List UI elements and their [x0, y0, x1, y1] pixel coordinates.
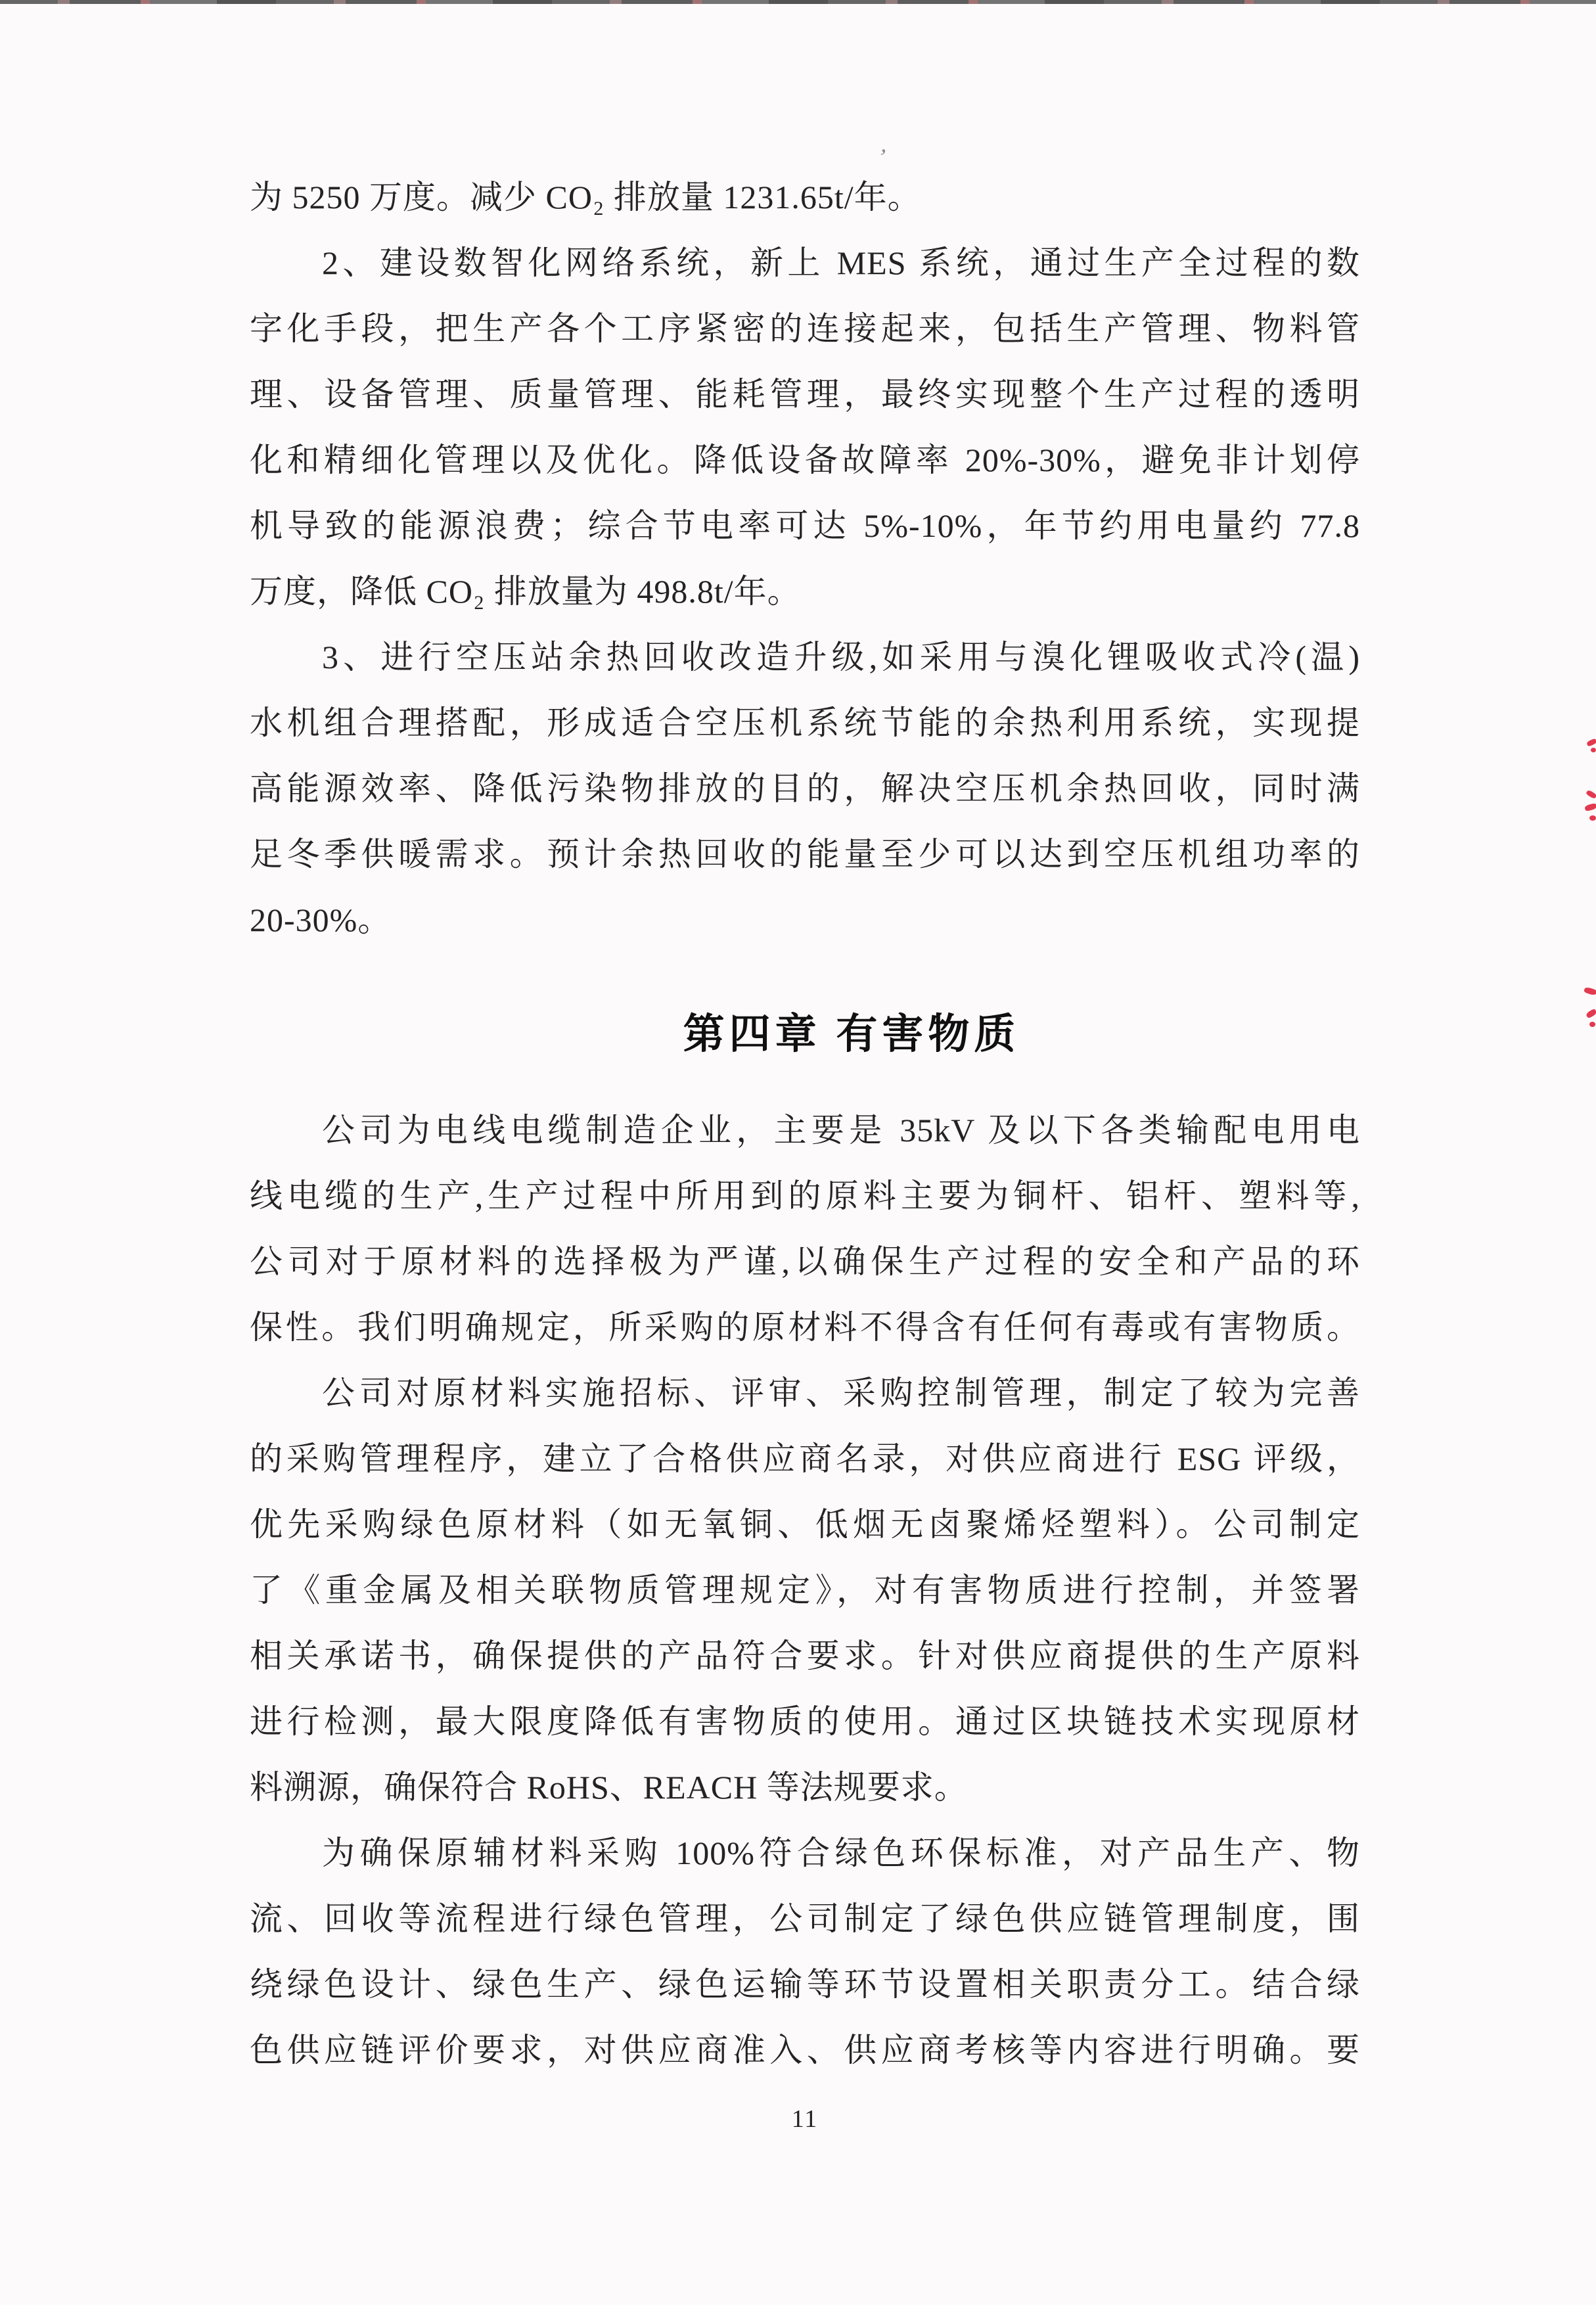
red-pen-stroke-icon — [1589, 1022, 1595, 1027]
text-line: 水机组合理搭配，形成适合空压机系统节能的余热利用系统，实现提 — [250, 704, 1360, 741]
text-line: 了《重金属及相关联物质管理规定》，对有害物质进行控制，并签署 — [250, 1572, 1360, 1609]
text-line: 相关承诺书，确保提供的产品符合要求。针对供应商提供的生产原料 — [250, 1637, 1360, 1674]
text-line: 字化手段，把生产各个工序紧密的连接起来，包括生产管理、物料管 — [250, 310, 1360, 347]
text-line: 公司为电线电缆制造企业，主要是 35kV 及以下各类输配电用电 — [322, 1112, 1360, 1149]
red-pen-stroke-icon — [1591, 748, 1596, 752]
text-line: 机导致的能源浪费；综合节电率可达 5%-10%，年节约用电量约 77.8 — [250, 507, 1360, 544]
page-number: 11 — [791, 2105, 819, 2133]
text-line: 优先采购绿色原材料（如无氧铜、低烟无卤聚烯烃塑料）。公司制定 — [250, 1506, 1360, 1543]
text-line: 足冬季供暖需求。预计余热回收的能量至少可以达到空压机组功率的 — [250, 836, 1360, 873]
chapter-heading: 第四章 有害物质 — [683, 1011, 1020, 1057]
text-line: 2、建设数智化网络系统，新上 MES 系统，通过生产全过程的数 — [322, 244, 1360, 281]
text-line: 3、进行空压站余热回收改造升级,如采用与溴化锂吸收式冷(温) — [322, 639, 1360, 675]
text-block-hazardous-substances — [250, 1097, 1360, 2083]
text-line: 理、设备管理、质量管理、能耗管理，最终实现整个生产过程的透明 — [250, 376, 1360, 413]
red-pen-stroke-icon — [1584, 986, 1596, 995]
text-line: 公司对于原材料的选择极为严谨,以确保生产过程的安全和产品的环 — [250, 1243, 1360, 1280]
red-pen-stroke-icon — [1585, 789, 1596, 800]
text-line: 公司对原材料实施招标、评审、采购控制管理，制定了较为完善 — [322, 1375, 1360, 1411]
text-line: 为 5250 万度。减少 CO₂ 排放量 1231.65t/年。 — [250, 179, 921, 216]
red-pen-stroke-icon — [1585, 1009, 1596, 1019]
text-line: 进行检测，最大限度降低有害物质的使用。通过区块链技术实现原材 — [250, 1703, 1360, 1740]
red-pen-stroke-icon — [1589, 815, 1596, 821]
text-line: 料溯源，确保符合 RoHS、REACH 等法规要求。 — [250, 1769, 968, 1806]
text-block-energy-section — [250, 164, 1360, 953]
text-line: 万度，降低 CO₂ 排放量为 498.8t/年。 — [250, 573, 801, 610]
text-line: 线电缆的生产,生产过程中所用到的原料主要为铜杆、铝杆、塑料等, — [250, 1177, 1360, 1214]
text-line: 流、回收等流程进行绿色管理，公司制定了绿色供应链管理制度，围 — [250, 1900, 1360, 1937]
red-pen-stroke-icon — [1584, 803, 1596, 811]
text-line: 绕绿色设计、绿色生产、绿色运输等环节设置相关职责分工。结合绿 — [250, 1966, 1360, 2003]
stray-pen-tick: ’ — [876, 143, 889, 171]
red-pen-stroke-icon — [1586, 738, 1596, 746]
text-line: 色供应链评价要求，对供应商准入、供应商考核等内容进行明确。要 — [250, 2032, 1360, 2068]
text-line: 为确保原辅材料采购 100%符合绿色环保标准，对产品生产、物 — [322, 1835, 1360, 1871]
text-line: 化和精细化管理以及优化。降低设备故障率 20%-30%，避免非计划停 — [250, 442, 1360, 478]
text-line: 高能源效率、降低污染物排放的目的，解决空压机余热回收，同时满 — [250, 770, 1360, 807]
text-line: 20-30%。 — [250, 901, 392, 938]
text-line: 保性。我们明确规定，所采购的原材料不得含有任何有毒或有害物质。 — [250, 1309, 1360, 1346]
scan-edge-artifact — [0, 0, 1596, 4]
text-line: 的采购管理程序，建立了合格供应商名录，对供应商进行 ESG 评级， — [250, 1440, 1360, 1477]
